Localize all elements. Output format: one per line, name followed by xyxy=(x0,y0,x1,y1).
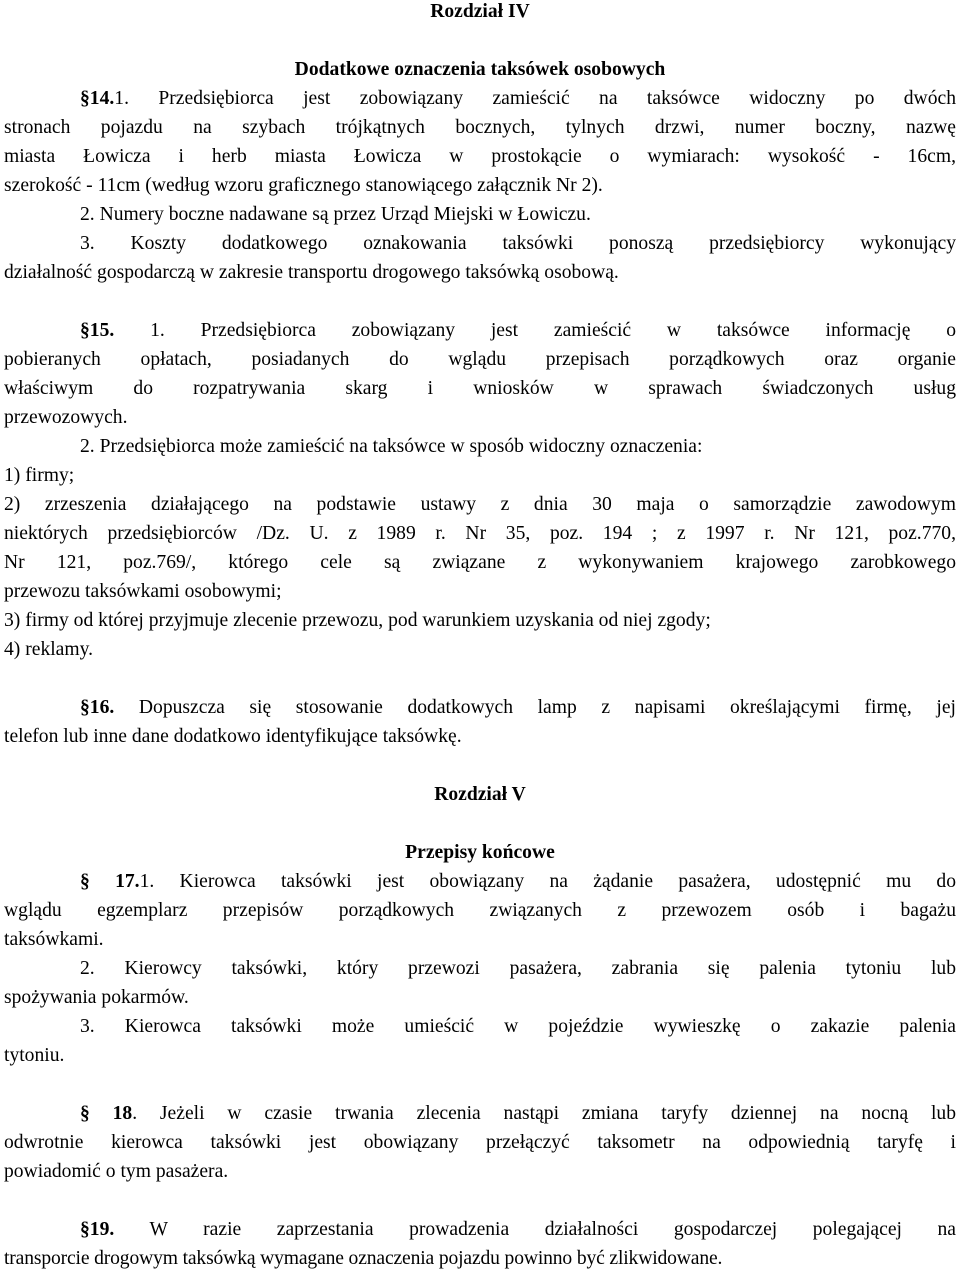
list-item: Nr 121, poz.769/, którego cele są związane z wykonywaniem krajowego zarobkowego xyxy=(4,552,956,573)
paragraph-14-line: §14.1. Przedsiębiorca jest zobowiązany zamieścić na taksówce widoczny po dwóch xyxy=(80,88,956,109)
paragraph-14-line: działalność gospodarczą w zakresie transportu drogowego taksówką osobową. xyxy=(4,262,619,283)
paragraph-17-line: 3. Kierowca taksówki może umieścić w pojeździe wywieszkę o zakazie palenia xyxy=(80,1016,956,1037)
list-item: niektórych przedsiębiorców /Dz. U. z 1989 r. Nr 35, poz. 194 ; z 1997 r. Nr 121, poz.770, xyxy=(4,523,956,544)
paragraph-14-line: miasta Łowicza i herb miasta Łowicza w prostokącie o wymiarach: wysokość - 16cm, xyxy=(4,146,956,167)
paragraph-number: §15. xyxy=(80,320,115,341)
chapter-heading: Rozdział V xyxy=(434,784,526,805)
paragraph-18-line: powiadomić o tym pasażera. xyxy=(4,1161,229,1182)
chapter-title: Przepisy końcowe xyxy=(405,842,555,863)
list-item: 3) firmy od której przyjmuje zlecenie przewozu, pod warunkiem uzyskania od niej zgody; xyxy=(4,610,711,631)
paragraph-14-line: szerokość - 11cm (według wzoru graficznego stanowiącego załącznik Nr 2). xyxy=(4,175,603,196)
paragraph-14-line: stronach pojazdu na szybach trójkątnych bocznych, tylnych drzwi, numer boczny, nazwę xyxy=(4,117,956,138)
paragraph-number: §19. xyxy=(80,1219,115,1240)
paragraph-16-line: §16. Dopuszcza się stosowanie dodatkowych lamp z napisami określającymi firmę, jej xyxy=(80,697,956,718)
paragraph-number: § 17. xyxy=(80,871,140,892)
paragraph-17-line: spożywania pokarmów. xyxy=(4,987,189,1008)
paragraph-17-line: wglądu egzemplarz przepisów porządkowych związanych z przewozem osób i bagażu xyxy=(4,900,956,921)
paragraph-15-line: właściwym do rozpatrywania skarg i wniosków w sprawach świadczonych usług xyxy=(4,378,956,399)
paragraph-19-line: transporcie drogowym taksówką wymagane oznaczenia pojazdu powinno być zlikwidowane. xyxy=(4,1248,723,1269)
paragraph-16-line: telefon lub inne dane dodatkowo identyfikujące taksówkę. xyxy=(4,726,462,747)
paragraph-15-line: 2. Przedsiębiorca może zamieścić na taksówce w sposób widoczny oznaczenia: xyxy=(80,436,703,457)
list-item: 2) zrzeszenia działającego na podstawie ustawy z dnia 30 maja o samorządzie zawodowym xyxy=(4,494,956,515)
paragraph-number: §16. xyxy=(80,697,115,718)
paragraph-number: §14. xyxy=(80,88,115,109)
chapter-heading: Rozdział IV xyxy=(430,1,530,22)
paragraph-15-line: §15. 1. Przedsiębiorca zobowiązany jest zamieścić w taksówce informację o xyxy=(80,320,956,341)
paragraph-17-line: tytoniu. xyxy=(4,1045,65,1066)
list-item: 1) firmy; xyxy=(4,465,75,486)
paragraph-18-line: § 18. Jeżeli w czasie trwania zlecenia nastąpi zmiana taryfy dziennej na nocną lub xyxy=(80,1103,956,1124)
paragraph-19-line: §19. W razie zaprzestania prowadzenia działalności gospodarczej polegającej na xyxy=(80,1219,956,1240)
paragraph-17-line: taksówkami. xyxy=(4,929,104,950)
paragraph-17-line: 2. Kierowcy taksówki, który przewozi pasażera, zabrania się palenia tytoniu lub xyxy=(80,958,956,979)
list-item: przewozu taksówkami osobowymi; xyxy=(4,581,282,602)
chapter-title: Dodatkowe oznaczenia taksówek osobowych xyxy=(294,59,666,80)
paragraph-14-line: 2. Numery boczne nadawane są przez Urząd Miejski w Łowiczu. xyxy=(80,204,591,225)
paragraph-14-line: 3. Koszty dodatkowego oznakowania taksówki ponoszą przedsiębiorcy wykonujący xyxy=(80,233,956,254)
paragraph-number: § 18 xyxy=(80,1103,133,1124)
paragraph-15-line: pobieranych opłatach, posiadanych do wglądu przepisach porządkowych oraz organie xyxy=(4,349,956,370)
paragraph-15-line: przewozowych. xyxy=(4,407,128,428)
paragraph-17-line: § 17.1. Kierowca taksówki jest obowiązany na żądanie pasażera, udostępnić mu do xyxy=(80,871,957,892)
list-item: 4) reklamy. xyxy=(4,639,94,660)
paragraph-18-line: odwrotnie kierowca taksówki jest obowiązany przełączyć taksometr na odpowiednią taryfę i xyxy=(4,1132,956,1153)
